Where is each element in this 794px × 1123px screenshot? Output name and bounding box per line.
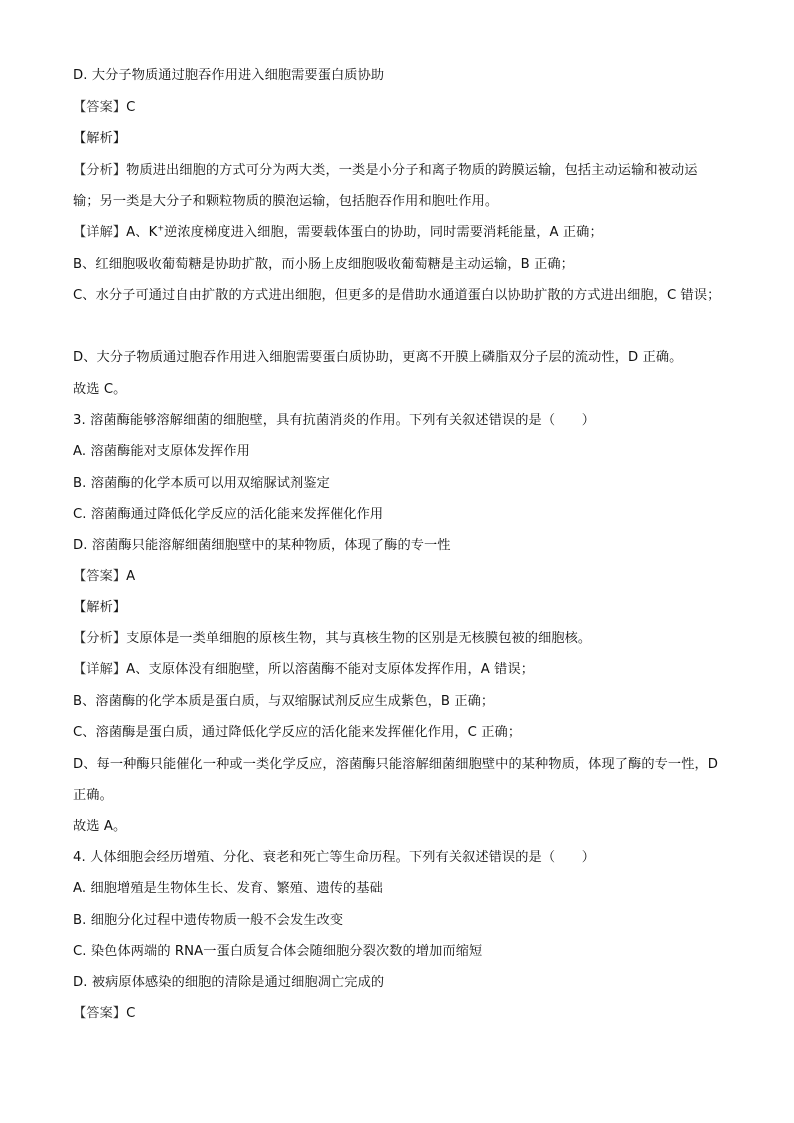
- q4-option-c: C. 染色体两端的 RNA一蛋白质复合体会随细胞分裂次数的增加而缩短: [73, 944, 483, 959]
- q2-option-d: D. 大分子物质通过胞吞作用进入细胞需要蛋白质协助: [73, 68, 385, 83]
- q2-detail-a: [73, 224, 603, 242]
- xiangjie-tag: 【详解】: [73, 662, 127, 677]
- q2-detail-c: C、水分子可通过自由扩散的方式进出细胞，但更多的是借助水通道蛋白以协助扩散的方式进出细胞，C 错误；: [73, 288, 721, 303]
- q2-detail-b: B、红细胞吸收葡萄糖是协助扩散，而小肠上皮细胞吸收葡萄糖是主动运输，B 正确；: [73, 257, 574, 272]
- xiangjie-tag: 【详解】: [73, 225, 127, 240]
- fenxi-tag: 【分析】: [73, 163, 127, 178]
- q2-fenxi-paragraph: [73, 155, 723, 217]
- q3-option-b: B. 溶菌酶的化学本质可以用双缩脲试剂鉴定: [73, 476, 330, 491]
- answer-value: A: [126, 569, 136, 584]
- q3-conclusion: 故选 A。: [73, 819, 127, 834]
- q4-option-a: A. 细胞增殖是生物体生长、发育、繁殖、遗传的基础: [73, 881, 383, 896]
- fenxi-tag: 【分析】: [73, 631, 127, 646]
- answer-tag: 【答案】: [73, 569, 127, 584]
- q4-option-b: B. 细胞分化过程中遗传物质一般不会发生改变: [73, 913, 344, 928]
- q3-fenxi: [73, 630, 591, 648]
- answer-value: C: [126, 1006, 136, 1021]
- answer-tag: 【答案】: [73, 1006, 127, 1021]
- q4-answer-line: [73, 1005, 135, 1023]
- q3-detail-d: D、每一种酶只能催化一种或一类化学反应，溶菌酶只能溶解细菌细胞壁中的某种物质，体现了酶的专一性，D 正确。: [73, 757, 719, 803]
- q2-analysis-tag: 【解析】: [73, 131, 127, 146]
- detail-a-rest: 逆浓度梯度进入细胞，需要载体蛋白的协助，同时需要消耗能量，A 正确；: [164, 225, 603, 240]
- q3-option-c: C. 溶菌酶通过降低化学反应的活化能来发挥催化作用: [73, 507, 384, 522]
- q3-detail-b: B、溶菌酶的化学本质是蛋白质，与双缩脲试剂反应生成紫色，B 正确；: [73, 694, 495, 709]
- q3-detail-c: C、溶菌酶是蛋白质，通过降低化学反应的活化能来发挥催化作用，C 正确；: [73, 725, 522, 740]
- q2-conclusion: 故选 C。: [73, 382, 127, 397]
- q4-stem: 4. 人体细胞会经历增殖、分化、衰老和死亡等生命历程。下列有关叙述错误的是（ ）: [73, 850, 595, 865]
- q3-option-a: A. 溶菌酶能对支原体发挥作用: [73, 444, 250, 459]
- q3-answer-line: [73, 568, 135, 586]
- answer-value: C: [126, 100, 136, 115]
- detail-a-prefix: A、K: [126, 225, 158, 240]
- q3-option-d: D. 溶菌酶只能溶解细菌细胞壁中的某种物质，体现了酶的专一性: [73, 538, 451, 553]
- q3-stem: 3. 溶菌酶能够溶解细菌的细胞壁，具有抗菌消炎的作用。下列有关叙述错误的是（ ）: [73, 413, 595, 428]
- q3-analysis-tag: 【解析】: [73, 600, 127, 615]
- fenxi-text: 支原体是一类单细胞的原核生物，其与真核生物的区别是无核膜包被的细胞核。: [126, 631, 592, 646]
- q3-detail-a: [73, 661, 534, 679]
- fenxi-text: 物质进出细胞的方式可分为两大类，一类是小分子和离子物质的跨膜运输，包括主动运输和被动运输；另一类是大分子和颗粒物质的膜泡运输，包括胞吞作用和胞吐作用。: [73, 163, 698, 209]
- q2-answer-line: [73, 99, 135, 117]
- detail-a-text: A、支原体没有细胞壁，所以溶菌酶不能对支原体发挥作用，A 错误；: [126, 662, 535, 677]
- q4-option-d: D. 被病原体感染的细胞的清除是通过细胞凋亡完成的: [73, 975, 385, 990]
- q2-detail-d: D、大分子物质通过胞吞作用进入细胞需要蛋白质协助，更离不开膜上磷脂双分子层的流动性，D 正确。: [73, 350, 683, 365]
- detail-a-sup: +: [157, 223, 165, 233]
- answer-tag: 【答案】: [73, 100, 127, 115]
